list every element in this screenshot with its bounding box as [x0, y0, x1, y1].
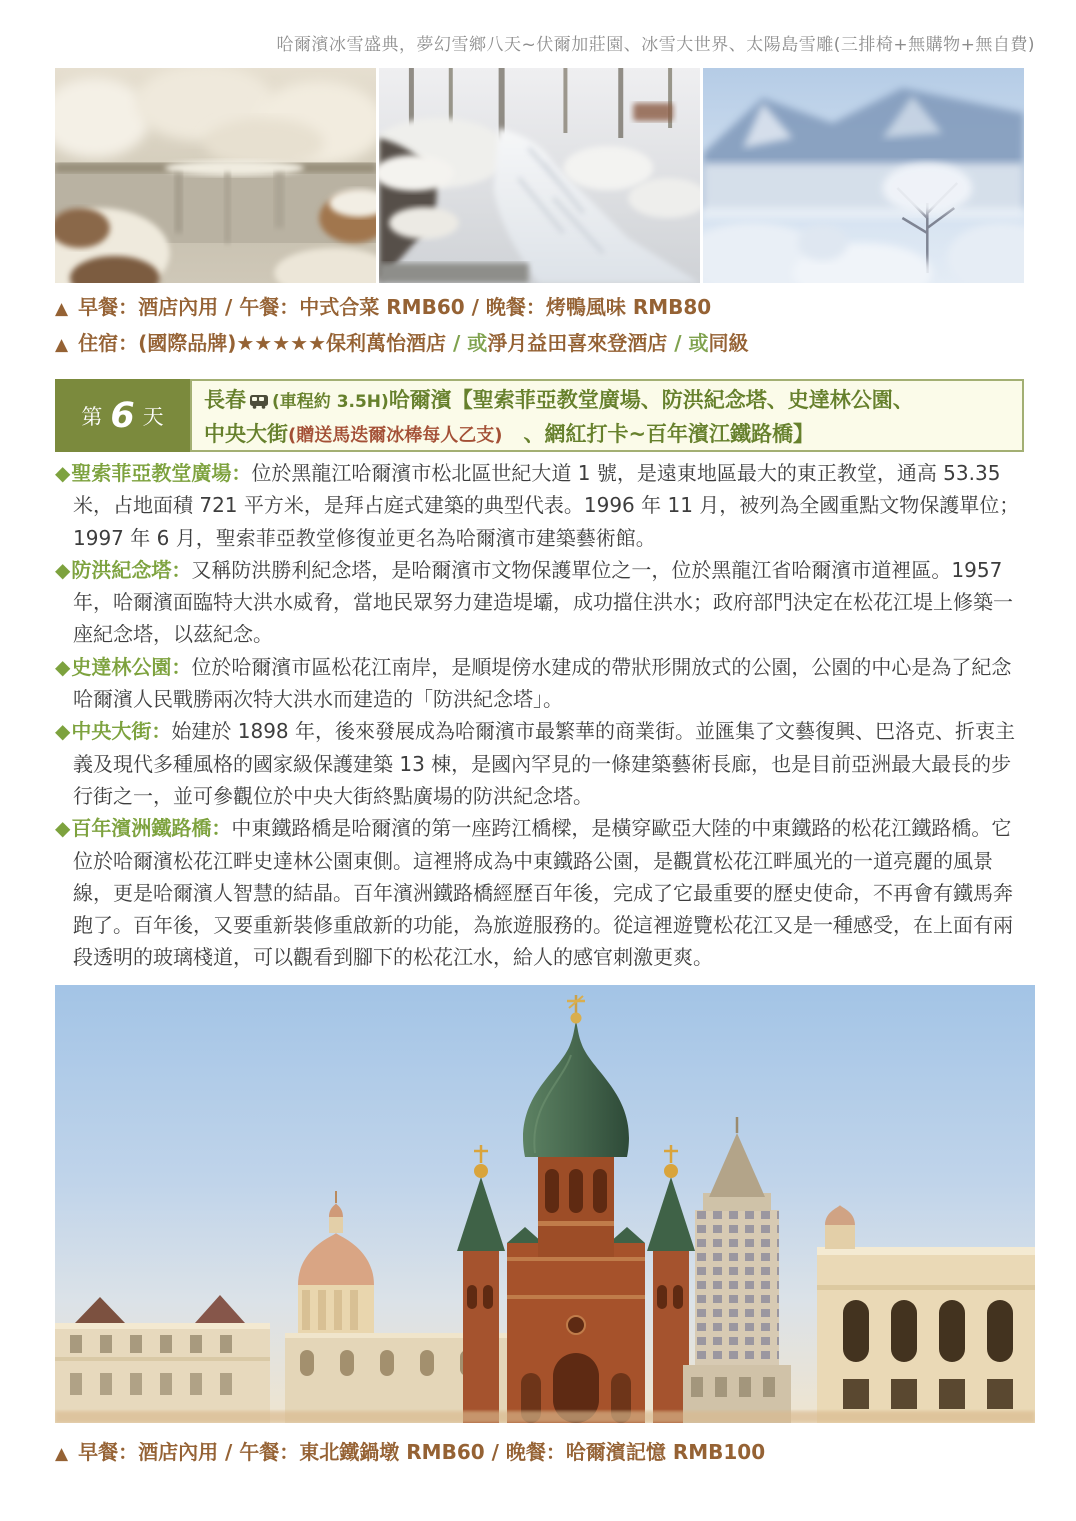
- snowy-river-reflection-photo: [55, 68, 376, 283]
- attractions-section: [55, 457, 1023, 974]
- day5-hotel-line: [55, 327, 749, 356]
- day-title-rest1: 哈爾濱【聖索菲亞教堂廣場、防洪紀念塔、史達林公園、: [388, 388, 914, 412]
- attraction-paragraph: [55, 457, 1023, 554]
- day-number-box: [55, 379, 190, 452]
- day6-meals-text: 早餐：酒店內用 / 午餐：東北鐵鍋墩 RMB60 / 晚餐：哈爾濱記憶 RMB100: [78, 1440, 766, 1464]
- top-photo-strip: [55, 68, 1024, 283]
- attraction-paragraph: [55, 812, 1023, 973]
- diamond-bullet-icon: ◆: [55, 557, 71, 582]
- attraction-title: 史達林公園：: [71, 654, 192, 679]
- frozen-waterfall-photo: [379, 68, 700, 283]
- attraction-title: 百年濱洲鐵路橋：: [71, 816, 232, 841]
- diamond-bullet-icon: ◆: [55, 719, 71, 744]
- attraction-body: 始建於 1898 年，後來發展成為哈爾濱市最繁華的商業街。並匯集了文藝復興、巴洛克、折衷主義及現代多種風格的國家級保護建築 13 棟，是國內罕見的一條建築藝術長廊，也是目前亞洲最大最長的步行街之一，並可參觀位於中央大街終點廣場的防洪紀念塔。: [73, 719, 1016, 808]
- misty-snow-mountain-photo: [703, 68, 1024, 283]
- attraction-title: 防洪紀念塔：: [71, 557, 192, 582]
- day-prefix: 第: [81, 404, 103, 429]
- attraction-paragraph: [55, 651, 1023, 716]
- attraction-paragraph: [55, 554, 1023, 651]
- diamond-bullet-icon: ◆: [55, 461, 71, 485]
- day-title-box: [190, 379, 1024, 452]
- bus-icon: [249, 386, 269, 418]
- day6-banner: [55, 379, 1024, 452]
- day6-meals-line: [55, 1436, 765, 1465]
- attraction-body: 位於黑龍江哈爾濱市松北區世紀大道 1 號，是遠東地區最大的東正教堂，通高 53.35 米，占地面積 721 平方米，是拜占庭式建築的典型代表。1996 年 11 月，被列為全國重點文物保護單位；1997 年 6 月，聖索菲亞教堂修復並更名為哈爾濱市建築藝術館。: [73, 461, 1020, 550]
- triangle-marker-icon: ▲: [55, 299, 69, 319]
- attraction-title: 中央大街：: [71, 719, 172, 744]
- day-suffix: 天: [142, 404, 164, 429]
- day5-meals-text: 早餐：酒店內用 / 午餐：中式合菜 RMB60 / 晚餐：烤鴨風味 RMB80: [78, 295, 712, 319]
- day-title-line2-rest: 、網紅打卡~百年濱江鐵路橋】: [502, 422, 815, 446]
- day-title-line1: [204, 384, 1014, 418]
- diamond-bullet-icon: ◆: [55, 654, 71, 679]
- attraction-paragraph: [55, 715, 1023, 812]
- route-from: 長春: [204, 388, 246, 412]
- page-header-title: 哈爾濱冰雪盛典，夢幻雪鄉八天~伏爾加莊園、冰雪大世界、太陽島雪雕(三排椅+無購物+無自費): [276, 35, 1035, 55]
- triangle-marker-icon: ▲: [55, 335, 69, 355]
- drive-duration: (車程約 3.5H): [272, 392, 389, 412]
- diamond-bullet-icon: ◆: [55, 816, 71, 841]
- saint-sophia-cathedral-photo: [55, 985, 1035, 1423]
- attraction-body: 位於哈爾濱市區松花江南岸，是順堤傍水建成的帶狀形開放式的公園，公園的中心是為了紀念哈爾濱人民戰勝兩次特大洪水而建造的「防洪紀念塔」。: [73, 654, 1012, 712]
- gift-note: (贈送馬迭爾冰棒每人乙支): [288, 425, 503, 446]
- day-title-line2: [204, 418, 1014, 452]
- attraction-body: 又稱防洪勝利紀念塔，是哈爾濱市文物保護單位之一，位於黑龍江省哈爾濱市道裡區。1957 年，哈爾濱面臨特大洪水威脅，當地民眾努力建造堤壩，成功擋住洪水；政府部門決定在松花江堤上修築一座紀念塔，以茲紀念。: [73, 557, 1013, 647]
- attraction-body: 中東鐵路橋是哈爾濱的第一座跨江橋樑，是橫穿歐亞大陸的中東鐵路的松花江鐵路橋。它位於哈爾濱松花江畔史達林公園東側。這裡將成為中東鐵路公園，是觀賞松花江畔風光的一道亮麗的風景線，更是哈爾濱人智慧的結晶。百年濱洲鐵路橋經歷百年後，完成了它最重要的歷史使命，不再會有鐵馬奔跑了。百年後，又要重新裝修重啟新的功能，為旅遊服務的。從這裡遊覽松花江又是一種感受，在上面有兩段透明的玻璃棧道，可以觀看到腳下的松花江水，給人的感官刺激更爽。: [73, 816, 1013, 970]
- triangle-marker-icon: ▲: [55, 1444, 69, 1464]
- attraction-title: 聖索菲亞教堂廣場：: [71, 461, 252, 485]
- day5-meals-line: [55, 291, 711, 320]
- day-number: 6: [110, 395, 135, 436]
- day-title-line2-start: 中央大街: [204, 422, 288, 446]
- day5-hotel-text: 住宿：(國際品牌)★★★★★保利萬怡酒店 / 或淨月益田喜來登酒店 / 或同級: [78, 331, 749, 355]
